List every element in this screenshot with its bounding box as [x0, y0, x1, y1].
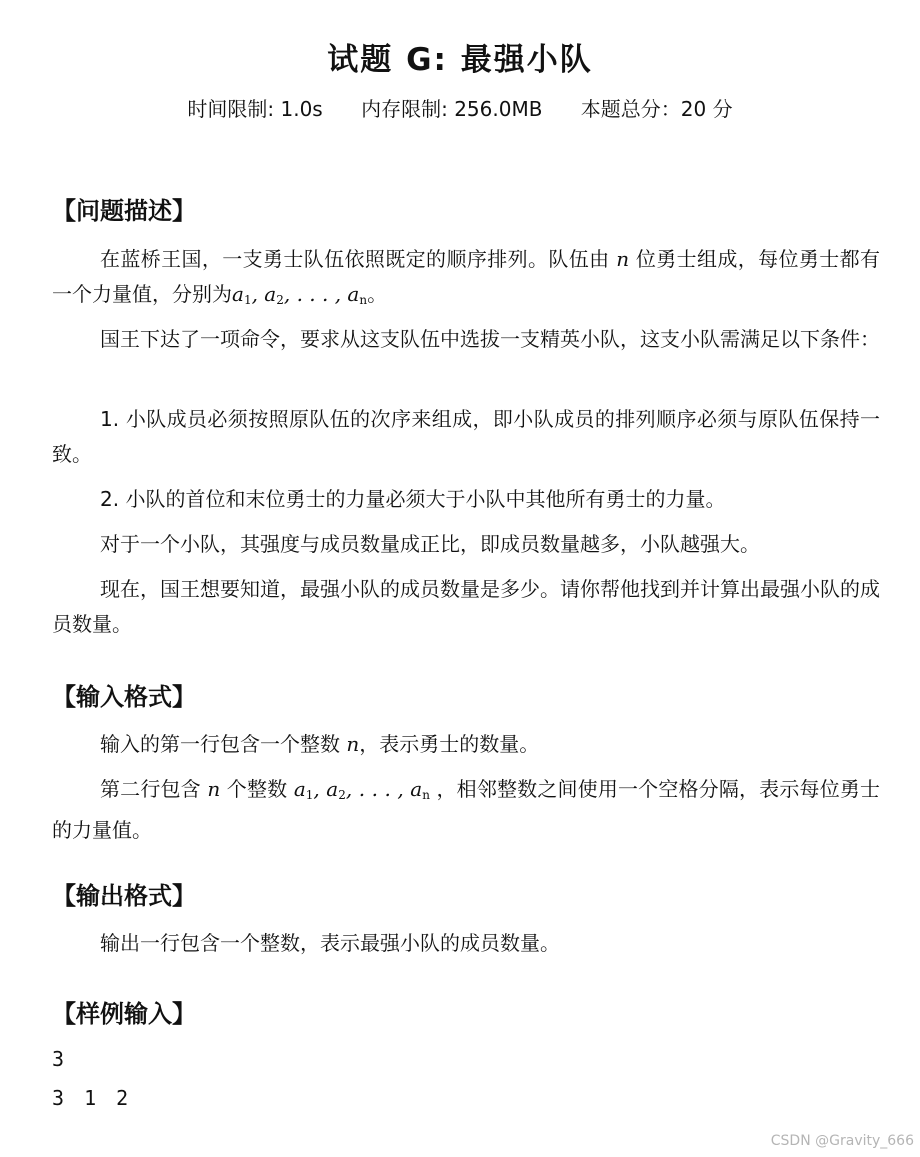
limits-line — [0, 93, 920, 122]
description-paragraph-4: 现在，国王想要知道，最强小队的成员数量是多少。请你帮他找到并计算出最强小队的成员数量。 — [52, 577, 880, 636]
description-paragraph-3: 对于一个小队，其强度与成员数量成正比，即成员数量越多，小队越强大。 — [100, 532, 760, 556]
section-heading-sample-input: 【样例输入】 — [52, 1000, 196, 1028]
total-score: 本题总分：20 分 — [580, 97, 733, 121]
input-paragraph-2: 第二行包含 n 个整数 $a_1$, $a_2$, . . . , $a_n$ ，相邻整数之间使用一个空格分隔，表示每位勇士的力量值。 — [52, 777, 881, 842]
sample-input-line-2: 3 1 2 — [52, 1086, 133, 1110]
description-paragraph-2: 国王下达了一项命令，要求从这支队伍中选拔一支精英小队，这支小队需满足以下条件： — [100, 327, 880, 351]
watermark: CSDN @Gravity_666 — [770, 1133, 914, 1149]
input-paragraph-1: 输入的第一行包含一个整数 n，表示勇士的数量。 — [100, 732, 540, 756]
sample-input-line-1: 3 — [52, 1047, 69, 1071]
time-limit: 时间限制: 1.0s — [187, 97, 323, 121]
memory-limit: 内存限制: 256.0MB — [361, 97, 543, 121]
page-title: 试题 G: 最强小队 — [327, 42, 593, 78]
section-heading-description: 【问题描述】 — [52, 197, 196, 225]
condition-1: 1. 小队成员必须按照原队伍的次序来组成，即小队成员的排列顺序必须与原队伍保持一致。 — [52, 407, 880, 466]
math-n: n — [207, 777, 221, 801]
math-sequence: $a_1$, $a_2$, . . . , $a_n$ — [293, 777, 430, 802]
section-heading-output: 【输出格式】 — [52, 882, 196, 910]
math-sequence: $a_1$, $a_2$, . . . , $a_n$ — [232, 282, 368, 307]
condition-2: 2. 小队的首位和末位勇士的力量必须大于小队中其他所有勇士的力量。 — [100, 487, 726, 511]
section-heading-input: 【输入格式】 — [52, 683, 196, 711]
output-paragraph-1: 输出一行包含一个整数，表示最强小队的成员数量。 — [100, 931, 560, 955]
math-n: n — [616, 247, 630, 271]
description-paragraph-1: 在蓝桥王国，一支勇士队伍依照既定的顺序排列。队伍由 n 位勇士组成，每位勇士都有一个力量值，分别为$a_1$, $a_2$, . . . , $a_n$。 — [52, 247, 881, 307]
math-n: n — [346, 732, 360, 756]
